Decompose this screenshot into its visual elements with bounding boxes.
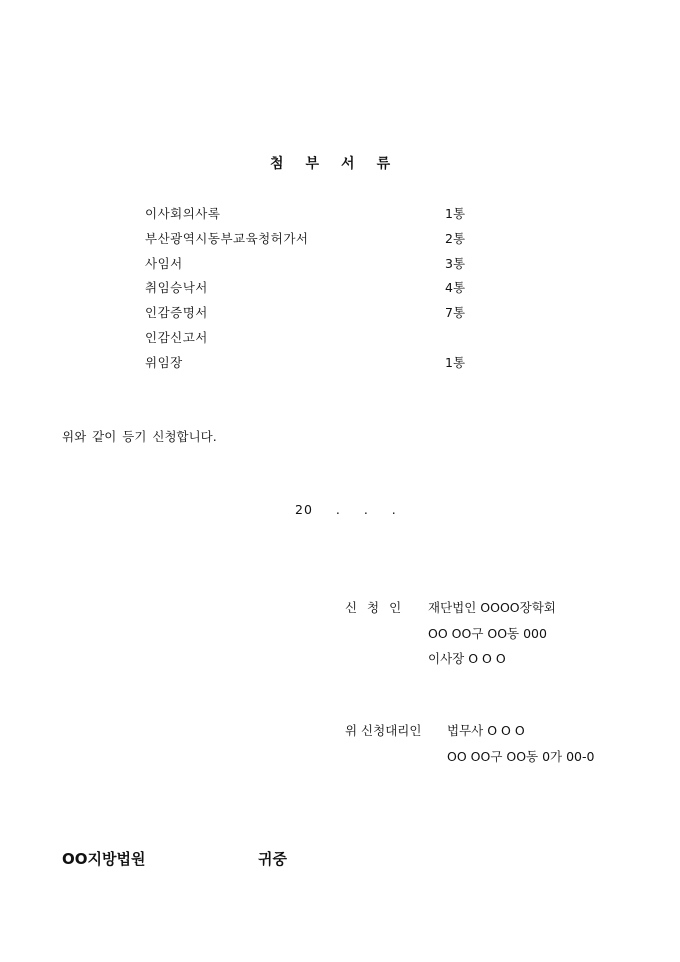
list-item xyxy=(145,278,475,300)
list-item xyxy=(145,303,475,325)
attachment-name: 이사회의사록 xyxy=(145,206,221,221)
page-title: 첨부서류 xyxy=(270,156,413,172)
agent-address: OO OO구 OO동 0가 00-0 xyxy=(447,749,595,764)
applicant-address: OO OO구 OO동 000 xyxy=(428,626,547,641)
attachment-name: 부산광역시동부교육청허가서 xyxy=(145,231,309,246)
attachment-qty: 7통 xyxy=(445,305,466,320)
agent-label: 위 신청대리인 xyxy=(345,723,422,738)
attachment-qty: 3통 xyxy=(445,256,466,271)
attachment-name: 인감신고서 xyxy=(145,330,208,345)
list-item xyxy=(145,204,475,226)
court-name: OO지방법원 xyxy=(62,850,146,868)
applicant-label: 신 청 인 xyxy=(345,600,405,615)
attachment-name: 위임장 xyxy=(145,355,183,370)
attachment-name: 인감증명서 xyxy=(145,305,208,320)
statement-text: 위와 같이 등기 신청합니다. xyxy=(62,429,217,444)
list-item xyxy=(145,328,475,350)
applicant-name: 재단법인 OOOO장학회 xyxy=(428,600,556,615)
attachment-name: 사임서 xyxy=(145,256,183,271)
court-suffix: 귀중 xyxy=(258,850,287,868)
list-item xyxy=(145,254,475,276)
date-line: 20 . . . xyxy=(295,502,397,517)
list-item xyxy=(145,229,475,251)
attachment-qty: 1통 xyxy=(445,206,466,221)
agent-name: 법무사 O O O xyxy=(447,723,525,738)
attachment-name: 취임승낙서 xyxy=(145,280,208,295)
attachment-qty: 2통 xyxy=(445,231,466,246)
attachment-qty: 1통 xyxy=(445,355,466,370)
applicant-representative: 이사장 O O O xyxy=(428,651,506,666)
attachment-qty: 4통 xyxy=(445,280,466,295)
list-item xyxy=(145,353,475,375)
